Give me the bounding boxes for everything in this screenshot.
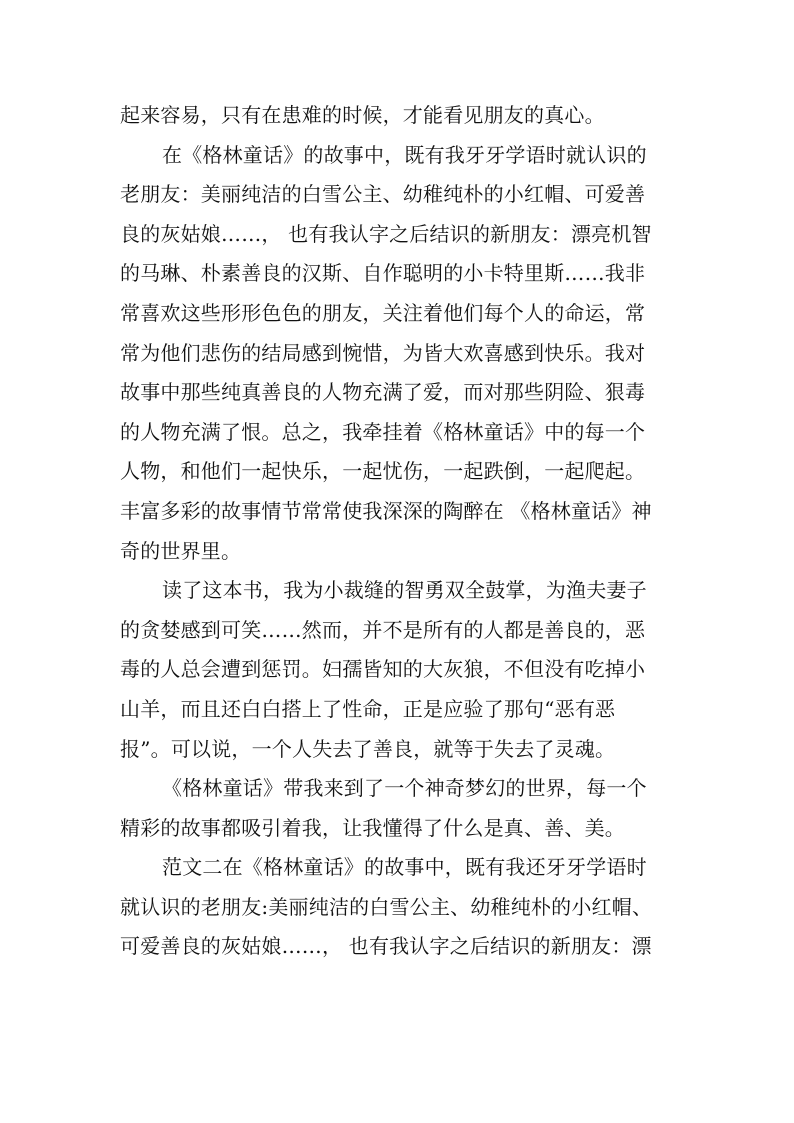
text-line: 报”。可以说，一个人失去了善良，就等于失去了灵魂。 (120, 736, 616, 761)
text-line: 就认识的老朋友:美丽纯洁的白雪公主、幼稚纯朴的小红帽、 (120, 894, 653, 919)
text-line: 常喜欢这些形形色色的朋友，关注着他们每个人的命运，常 (120, 300, 646, 325)
text-line: 常为他们悲伤的结局感到惋惜，为皆大欢喜感到快乐。我对 (120, 340, 646, 365)
text-line: 起来容易，只有在患难的时候，才能看见朋友的真心。 (120, 103, 605, 127)
paragraph-first-line: 范文二在《格林童话》的故事中，既有我还牙牙学语时 (162, 855, 647, 880)
text-line: 故事中那些纯真善良的人物充满了爱，而对那些阴险、狠毒 (120, 380, 646, 405)
essay-text (120, 96, 680, 967)
text-line: 人物，和他们一起快乐，一起忧伤，一起跌倒，一起爬起。 (120, 459, 646, 484)
text-line: 良的灰姑娘……， 也有我认字之后结识的新朋友：漂亮机智 (120, 221, 652, 246)
text-line: 的贪婪感到可笑……然而，并不是所有的人都是善良的，恶 (120, 617, 646, 642)
paragraph-first-line: 读了这本书，我为小裁缝的智勇双全鼓掌，为渔夫妻子 (162, 578, 647, 603)
text-line: 丰富多彩的故事情节常常使我深深的陶醉在 《格林童话》神 (120, 498, 652, 523)
text-line: 的人物充满了恨。总之，我牵挂着《格林童话》中的每一个 (120, 419, 646, 444)
text-line: 可爱善良的灰姑娘……， 也有我认字之后结识的新朋友：漂 (120, 934, 652, 959)
text-line: 山羊，而且还白白搭上了性命，正是应验了那句“恶有恶 (120, 696, 616, 721)
text-line: 的马琳、朴素善良的汉斯、自作聪明的小卡特里斯……我非 (120, 261, 646, 286)
paragraph-first-line: 在《格林童话》的故事中，既有我牙牙学语时就认识的 (162, 142, 647, 167)
text-line: 老朋友：美丽纯洁的白雪公主、幼稚纯朴的小红帽、可爱善 (120, 182, 646, 207)
paragraph-first-line: 《格林童话》带我来到了一个神奇梦幻的世界，每一个 (162, 776, 647, 801)
text-line: 精彩的故事都吸引着我，让我懂得了什么是真、善、美。 (120, 815, 625, 840)
text-line: 奇的世界里。 (120, 538, 242, 563)
text-line: 毒的人总会遭到惩罚。妇孺皆知的大灰狼，不但没有吃掉小 (120, 657, 646, 682)
